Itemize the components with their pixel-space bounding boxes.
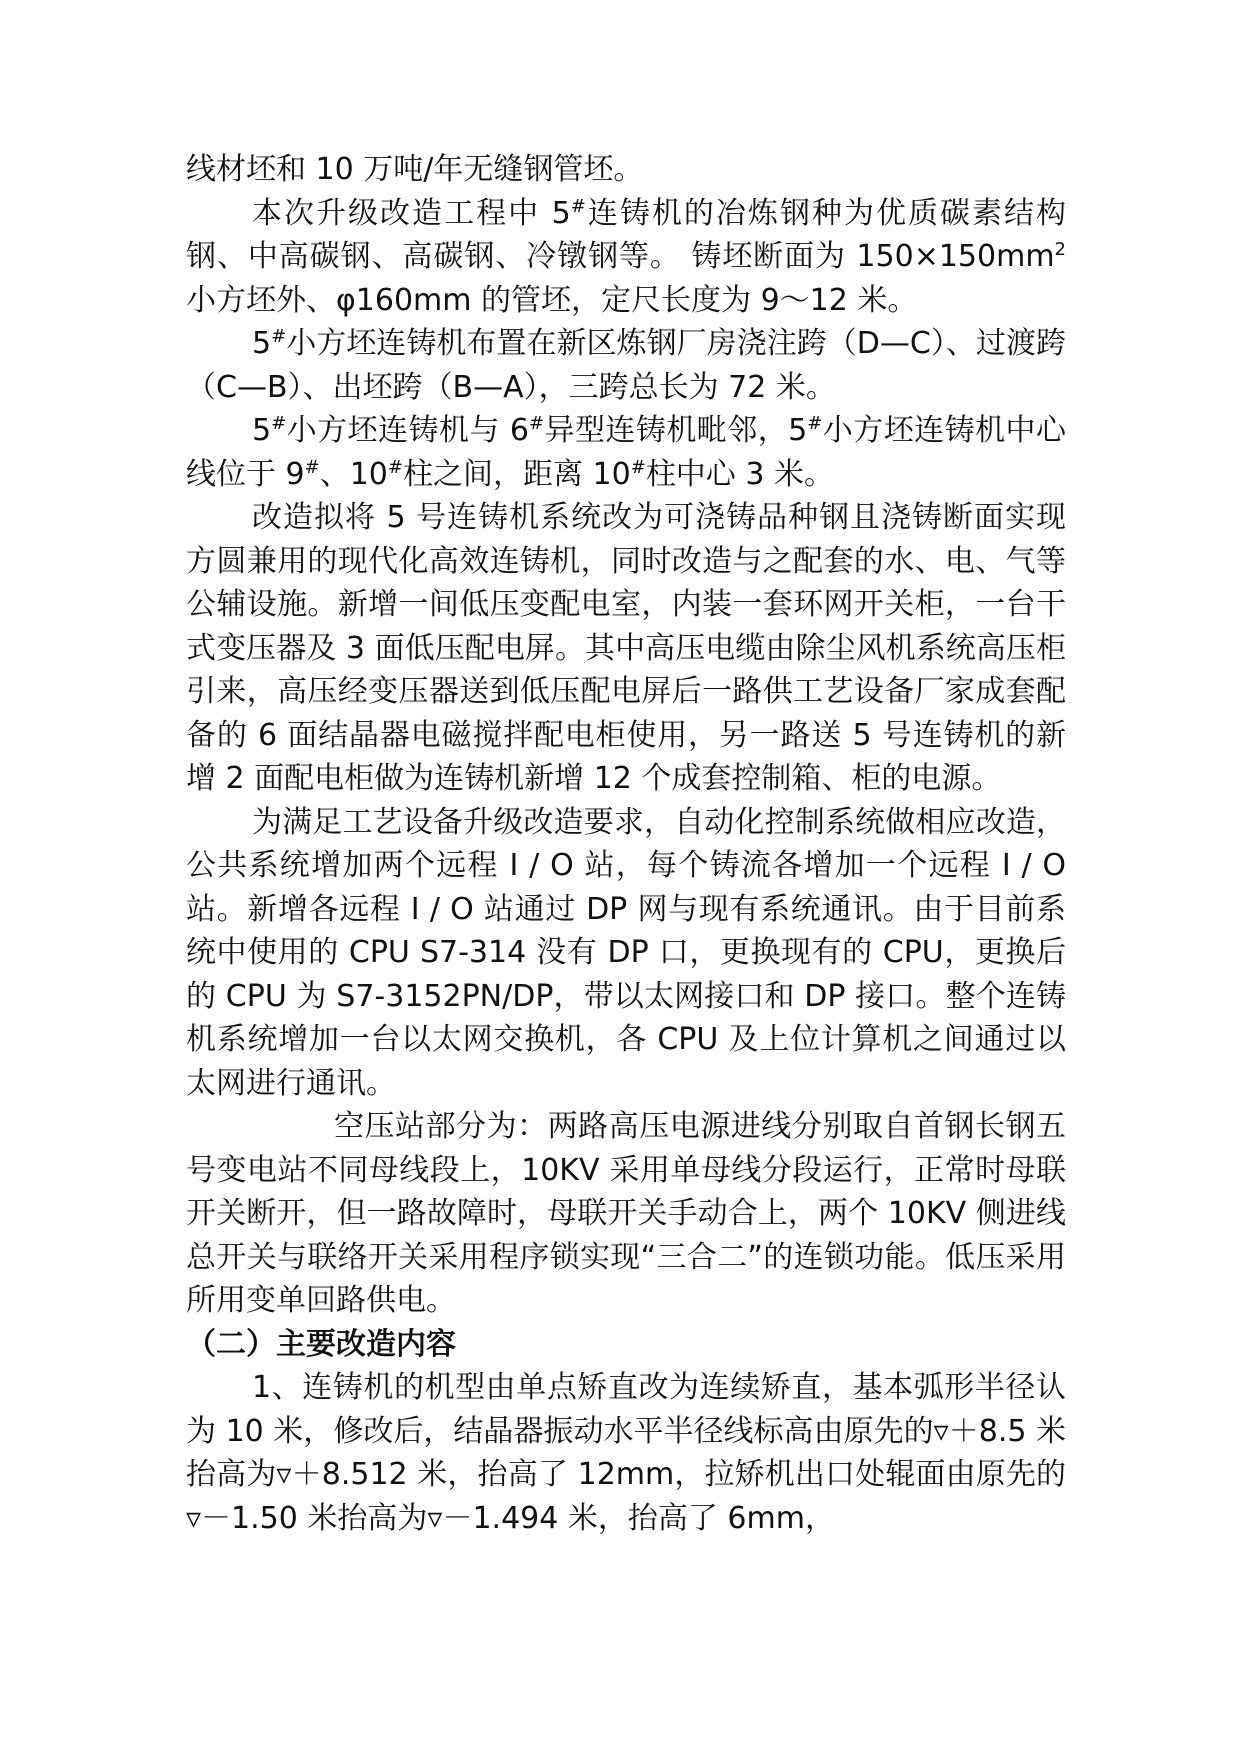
paragraph-air-compressor: 空压站部分为：两路高压电源进线分别取自首钢长钢五号变电站不同母线段上，10KV 采用单母线分段运行，正常时母联开关断开，但一路故障时，母联开关手动合上，两个 10KV 侧进线总开关与联络开关采用程序锁实现“三合二”的连锁功能。低压采用所用变单回路供电。 — [186, 1109, 1066, 1318]
paragraph-main-modification: 1、连铸机的机型由单点矫直改为连续矫直，基本弧形半径认为 10 米，修改后，结晶器振动水平半径线标高由原先的▿＋8.5 米抬高为▿＋8.512 米，抬高了 12mm，拉矫机出口处辊面由原先的▿－1.50 米抬高为▿－1.494 米，抬高了 6mm， — [186, 1370, 1066, 1536]
paragraph-layout: 5#小方坯连铸机布置在新区炼钢厂房浇注跨（D—C）、过渡跨（C—B）、出坯跨（B—A），三跨总长为 72 米。 — [186, 326, 1066, 405]
section-heading: （二）主要改造内容 — [186, 1326, 456, 1362]
document-page — [186, 148, 1066, 1540]
paragraph-automation: 为满足工艺设备升级改造要求，自动化控制系统做相应改造，公共系统增加两个远程 I / O 站，每个铸流各增加一个远程 I / O 站。新增各远程 I / O 站通过 DP 网与现有系统通讯。由于目前系统中使用的 CPU S7-314 没有 DP 口，更换现有的 CPU，更换后的 CPU 为 S7-3152PN/DP，带以太网接口和 DP 接口。整个连铸机系统增加一台以太网交换机，各 CPU 及上位计算机之间通过以太网进行通讯。 — [186, 804, 1066, 1101]
paragraph-power-supply: 改造拟将 5 号连铸机系统改为可浇铸品种钢且浇铸断面实现方圆兼用的现代化高效连铸机，同时改造与之配套的水、电、气等公辅设施。新增一间低压变配电室，内装一套环网开关柜，一台干式变压器及 3 面低压配电屏。其中高压电缆由除尘风机系统高压柜引来，高压经变压器送到低压配电屏后一路供工艺设备厂家成套配备的 6 面结晶器电磁搅拌配电柜使用，另一路送 5 号连铸机的新增 2 面配电柜做为连铸机新增 12 个成套控制箱、柜的电源。 — [186, 500, 1066, 796]
paragraph-continuation: 线材坯和 10 万吨/年无缝钢管坯。 — [186, 152, 644, 187]
paragraph-position: 5#小方坯连铸机与 6#异型连铸机毗邻，5#小方坯连铸机中心线位于 9#、10#柱之间，距离 10#柱中心 3 米。 — [186, 413, 1067, 492]
paragraph-steel-grades: 本次升级改造工程中 5#连铸机的冶炼钢种为优质碳素结构钢、中高碳钢、高碳钢、冷镦钢等。 铸坯断面为 $150\times 150mm^2$ 小方坯外、φ160mm 的管坯，定尺长度为 9～12 米。 — [186, 195, 1067, 318]
